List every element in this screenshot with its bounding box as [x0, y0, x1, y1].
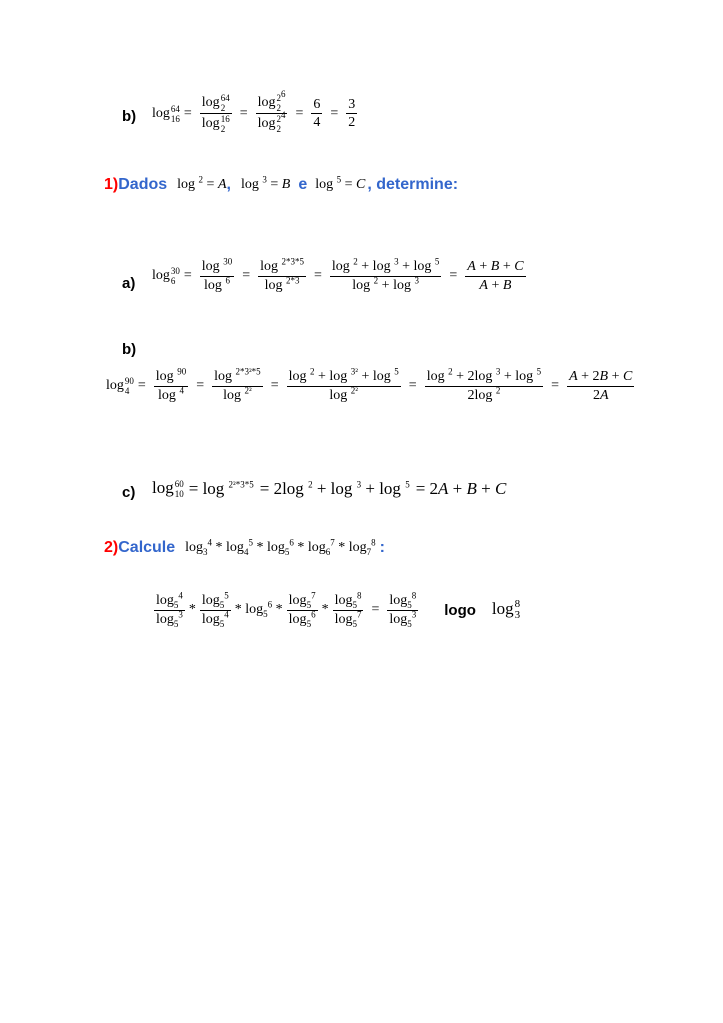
- colon: :: [379, 539, 385, 556]
- question-2-heading: [104, 539, 385, 557]
- question-2-calcule: Calcule: [118, 539, 176, 556]
- conjunction-e: e: [298, 176, 308, 193]
- logo-word: logo: [444, 601, 476, 619]
- item-c-expression: log 60 10 = log $^{2^2*3*5}$ = 2log $^2$ + log $^3$ + log $^5$ = 2A + B + C: [152, 478, 507, 500]
- item-b2-label: b): [122, 341, 137, 358]
- item-a-label: a): [122, 275, 136, 292]
- comma: ,: [226, 176, 231, 193]
- item-b-expression: log 64 16 = log 64 2 log 16 2 = log $2^6$ 2 log $2^4$ 2 = $\frac{6}{4}$ = $\frac{3}{2}$: [152, 89, 356, 134]
- question-1-heading: [104, 176, 458, 194]
- given-log5: log $^5$ = C: [315, 174, 366, 192]
- question-2-solution: $\frac{\log_5^4}{\log_5^3}$ * $\frac{\log_5^5}{\log_5^4}$ * $\log_5^6$ * $\frac{\log_5^7}{\log_5^6}$ * $\frac{\log_5^8}{\log_5^7}$ = $\frac{\log_5^8}{\log_5^3}$ logo log 8 3: [156, 590, 521, 629]
- given-log2: log $^2$ = A: [177, 174, 227, 192]
- item-a-expression: log 30 6 = $\frac{\log ^{30}}{\log ^6}$ = $\frac{\log ^{2*3*5}}{\log ^{2*3}}$ = $\frac{\log ^2 + \log ^3 + \log ^5}{\log ^2 + \log ^3}$ = $\frac{A + B + C}{A + B}$: [152, 256, 524, 293]
- question-2-number: 2): [104, 539, 119, 556]
- given-log3: log $^3$ = B: [240, 174, 291, 192]
- question-2-expression: $\log_3^4 * \log_4^5 * \log_5^6 * \log_6^7 * \log_7^8$: [185, 537, 376, 557]
- final-result: log 8 3: [491, 598, 521, 622]
- item-b-label: b): [122, 108, 137, 125]
- question-1-number: 1): [104, 176, 119, 193]
- determine-text: , determine:: [367, 176, 459, 193]
- item-c-label: c): [122, 484, 136, 501]
- item-b2-expression: log 90 4 = $\frac{\log ^{90}}{\log ^4}$ = $\frac{\log ^{2*3^2*5}}{\log ^{2^2}}$ = $\frac{\log ^2 + \log ^{3^2} + \log ^5}{\log ^{2^2}}$ = $\frac{\log ^2 + 2\log ^3 + \log ^5}{2\log ^2}$ = $\frac{A + 2B + C}{2A}$: [106, 366, 633, 403]
- question-1-dados: Dados: [118, 176, 168, 193]
